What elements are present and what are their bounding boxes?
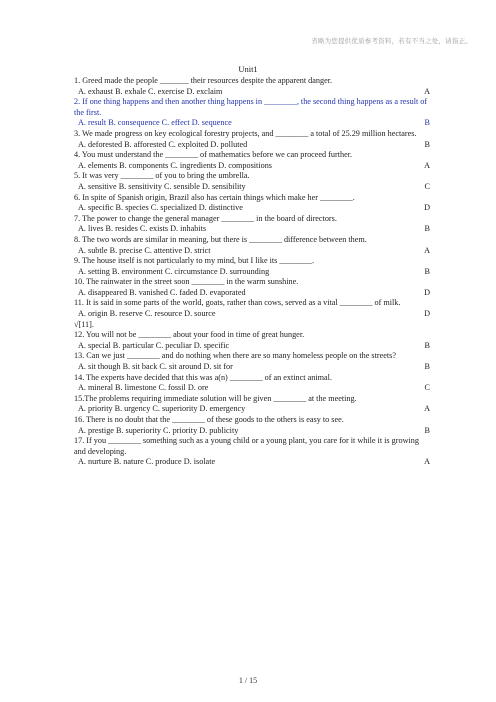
question-options [74, 457, 430, 468]
question-options [74, 246, 430, 257]
question-options [74, 341, 430, 352]
question-answer: A [424, 457, 430, 467]
question-answer: A [424, 86, 430, 96]
question-stem: 6. In spite of Spanish origin, Brazil also has certain things which make her ________. [74, 192, 355, 202]
question-stem: 4. You must understand the ________ of mathematics before we can proceed further. [74, 150, 353, 160]
question-answer: B [424, 118, 430, 128]
header-note: 省略为您提供优质参考资料，若有不当之处，请指正。 [311, 37, 472, 45]
question-item [74, 150, 430, 171]
question-options [74, 267, 430, 278]
question-stem: 9. The house itself is not particularly to my mind, but I like its ________. [74, 256, 315, 266]
question-answer: D [424, 287, 430, 297]
question-item [74, 277, 430, 298]
question-stem: √[11]. [74, 319, 94, 329]
question-answer: D [424, 203, 430, 213]
question-answer: C [424, 383, 430, 393]
question-stem: 7. The power to change the general manager ________ in the board of directors. [74, 213, 337, 223]
question-options [74, 288, 430, 299]
question-item [74, 76, 430, 97]
question-options-text: A. elements B. components C. ingredients D. compositions [78, 160, 272, 170]
question-stem: 11. It is said in some parts of the world, goats, rather than cows, served as a vital ________ of milk. [74, 298, 401, 308]
question-options [74, 87, 430, 98]
question-item [74, 298, 430, 319]
question-item [74, 394, 430, 415]
question-item [74, 373, 430, 394]
question-options-text: A. subtle B. precise C. attentive D. strict [78, 245, 211, 255]
question-stem: 1. Greed made the people _______ their resources despite the apparent danger. [74, 76, 333, 85]
question-answer: B [424, 362, 430, 372]
question-options [74, 118, 430, 129]
question-options-text: A. setting B. environment C. circumstance D. surrounding [78, 266, 270, 276]
question-options [74, 182, 430, 193]
question-options [74, 404, 430, 415]
question-item [74, 97, 430, 129]
question-stem: 8. The two words are similar in meaning, but there is ________ difference between them. [74, 234, 367, 244]
question-answer: B [424, 139, 430, 149]
question-answer: A [424, 160, 430, 170]
question-item [74, 171, 430, 192]
question-item [74, 436, 430, 468]
question-answer: D [424, 309, 430, 319]
question-options-text: A. lives B. resides C. exists D. inhabits [78, 224, 207, 234]
question-answer: A [424, 245, 430, 255]
question-options-text: A. disappeared B. vanished C. faded D. evaporated [78, 287, 246, 297]
question-options-text: A. result B. consequence C. effect D. sequence [78, 118, 232, 128]
question-options-text: A. deforested B. afforested C. exploited D. polluted [78, 139, 248, 149]
question-options-text: A. prestige B. superiority C. priority D. publicity [78, 425, 239, 435]
question-options-text: A. special B. particular C. peculiar D. specific [78, 340, 230, 350]
question-options-text: A. origin B. reserve C. resource D. source [78, 309, 216, 319]
question-item [74, 214, 430, 235]
question-item [74, 415, 430, 436]
question-options [74, 309, 430, 320]
question-options-text: A. sensitive B. sensitivity C. sensible D. sensibility [78, 181, 246, 191]
question-stem: 17. If you ________ something such as a young child or a young plant, you care for it while it is growing and developing. [74, 436, 419, 456]
question-answer: B [424, 340, 430, 350]
question-options-text: A. specific B. species C. specialized D. distinctive [78, 203, 243, 213]
page-title: Unit1 [238, 64, 258, 74]
question-stem: 15.The problems requiring immediate solution will be given ________ at the meeting. [74, 393, 357, 403]
question-stem: 16. There is no doubt that the ________ of these goods to the others is easy to see. [74, 415, 344, 424]
question-options-text: A. exhaust B. exhale C. exercise D. exclaim [78, 86, 223, 96]
question-list [74, 76, 430, 468]
question-options [74, 224, 430, 235]
question-stem: 3. We made progress on key ecological forestry projects, and ________ a total of 25.29 million hectares. [74, 128, 417, 138]
question-answer: B [424, 266, 430, 276]
question-options [74, 161, 430, 172]
question-stem: 13. Can we just ________ and do nothing when there are so many homeless people on the streets? [74, 351, 396, 361]
question-answer: B [424, 224, 430, 234]
question-options-text: A. mineral B. limestone C. fossil D. ore [78, 383, 209, 393]
page-number: 1 / 15 [238, 676, 258, 685]
question-answer: A [424, 404, 430, 414]
question-stem: 10. The rainwater in the street soon ________ in the warm sunshine. [74, 277, 299, 287]
question-stem: 5. It was very ________ of you to bring the umbrella. [74, 171, 250, 181]
question-item [74, 351, 430, 372]
question-options-text: A. priority B. urgency C. superiority D. emergency [78, 404, 246, 414]
question-options [74, 383, 430, 394]
question-options-text: A. nurture B. nature C. produce D. isolate [78, 457, 216, 467]
question-item [74, 235, 430, 256]
question-options [74, 203, 430, 214]
question-item [74, 330, 430, 351]
question-item [74, 256, 430, 277]
question-stem: 12. You will not be ________ about your food in time of great hunger. [74, 330, 305, 340]
question-item [74, 193, 430, 214]
question-stem: 2. If one thing happens and then another thing happens in ________, the second thing happens as a result of the first. [74, 97, 428, 117]
question-answer: B [424, 425, 430, 435]
question-item [74, 320, 430, 331]
question-item [74, 129, 430, 150]
question-options [74, 140, 430, 151]
question-options [74, 362, 430, 373]
question-options-text: A. sit though B. sit back C. sit around D. sit for [78, 362, 233, 372]
question-options [74, 426, 430, 437]
question-answer: C [424, 181, 430, 191]
question-stem: 14. The experts have decided that this was a(n) ________ of an extinct animal. [74, 372, 332, 382]
